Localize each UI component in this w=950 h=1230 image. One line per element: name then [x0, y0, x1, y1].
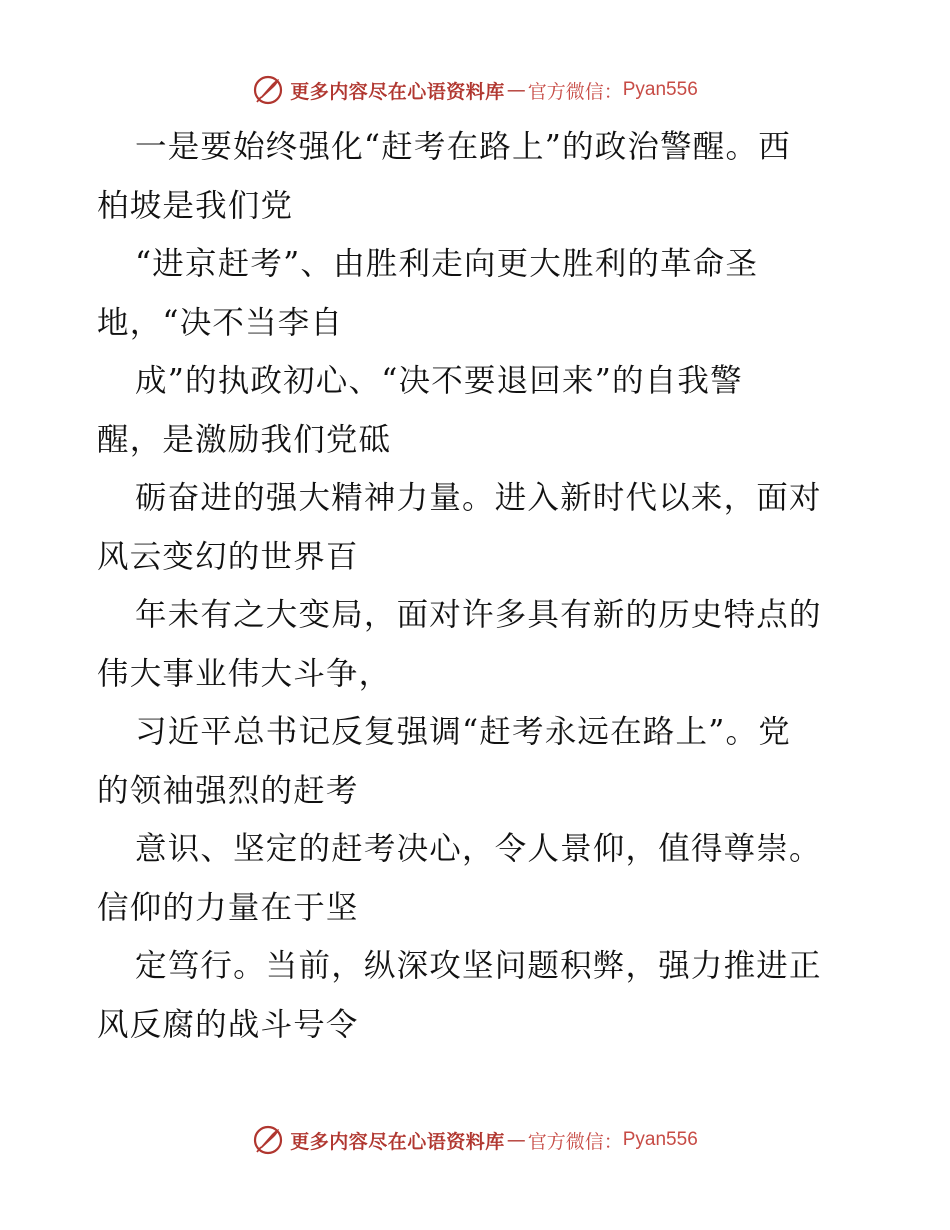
banner-separator: —	[506, 79, 526, 101]
body-line: 年未有之大变局，面对许多具有新的历史特点的	[135, 597, 822, 633]
body-line: 伟大事业伟大斗争，	[97, 655, 392, 692]
site-name: 更多内容尽在心语资料库	[290, 1130, 505, 1153]
quill-pen-circle-icon	[252, 1124, 284, 1156]
body-line: 习近平总书记反复强调“赶考永远在路上”。党	[135, 714, 791, 750]
body-line: 地，“决不当李自	[97, 304, 344, 341]
header-banner	[0, 73, 950, 107]
body-line: 一是要始终强化“赶考在路上”的政治警醒。西	[135, 129, 791, 165]
body-line: 意识、坚定的赶考决心，令人景仰，值得尊崇。	[135, 831, 822, 867]
body-line: 柏坡是我们党	[97, 187, 294, 224]
body-line: 风反腐的战斗号令	[97, 1006, 359, 1043]
body-line: 的领袖强烈的赶考	[97, 772, 359, 809]
body-line: 风云变幻的世界百	[97, 538, 359, 575]
body-line: 定笃行。当前，纵深攻坚问题积弊，强力推进正	[135, 948, 822, 984]
body-line: 信仰的力量在于坚	[97, 889, 359, 926]
body-line: 醒，是激励我们党砥	[97, 421, 392, 458]
body-line: 砺奋进的强大精神力量。进入新时代以来，面对	[135, 480, 822, 516]
wechat-id: Pyan556	[622, 79, 698, 100]
wechat-label: 官方微信：	[527, 1130, 623, 1153]
wechat-id: Pyan556	[622, 1129, 698, 1150]
footer-banner	[0, 1123, 950, 1157]
site-name: 更多内容尽在心语资料库	[290, 80, 505, 103]
wechat-label: 官方微信：	[527, 80, 623, 103]
quill-pen-circle-icon	[252, 74, 284, 106]
document-body	[97, 118, 857, 1054]
banner-separator: —	[506, 1129, 526, 1151]
body-line: “进京赶考”、由胜利走向更大胜利的革命圣	[135, 246, 759, 282]
body-line: 成”的执政初心、“决不要退回来”的自我警	[135, 363, 743, 399]
